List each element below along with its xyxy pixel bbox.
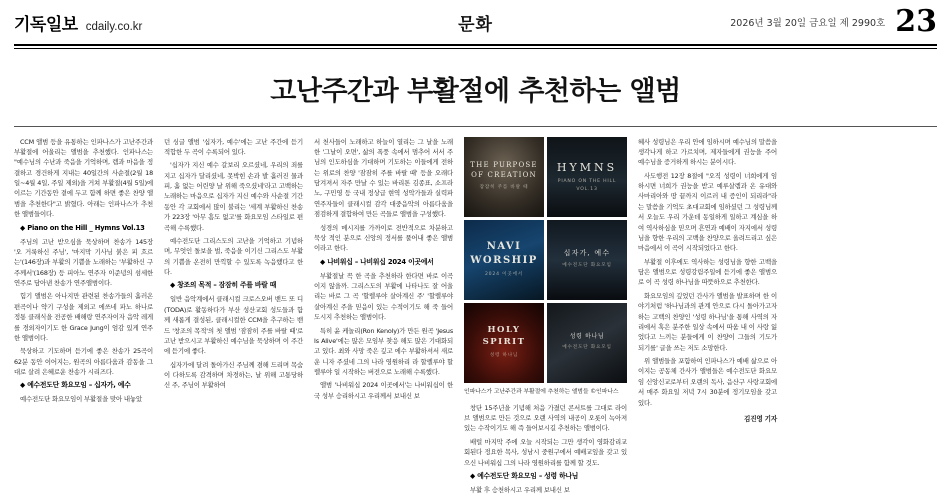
paragraph: 배럴 마지막 주에 오늘 시작되는 그만 생각이 영화감리교회된다 정요한 목사, 성남시 중원구에서 예배교잎을 갖고 있으신 나비워십 그의 나라 영원하리를 함께 할 것도. bbox=[464, 437, 627, 467]
paragraph: 일반 음악계에서 클래시컬 크로스오버 밴드 또 디(TODA)로 활동하다가 부산 성산교회 성도들과 함께 새롭게 결성된, 클래시컬한 CCM을 추구하는 밴드 '창조의 목적'의 첫 앨범 '잠잠히 주를 바랄 때'로 고난 받으시고 부활하신 예수님을 묵상하며 이 주간에 듣기에 좋다. bbox=[164, 295, 303, 356]
paragraph: 서 천사들이 노래하고 하늘이 열리는 그 날을 노래한 '그날이 오면', 삶의 폭풍 속에서 멈추어 서서 주님의 인도하심을 기대하며 기도하는 이들에게 전하는 위로의 찬양 '잠잠히 주를 바랄 때' 등을 오래다 담겨져서 자주 만날 수 있는 바리톤 김종표, 소프라노, 구민영 등 국내 정상급 현역 성악가들과 실력파 연주자들이 클래시컬 감각 대중음악의 아름다움을 점검하게 결합하여 만든 곡들로 앨범을 구성했다. bbox=[314, 137, 453, 219]
paragraph: 힘기 앨범은 아나지만 관련된 찬송가들의 흘러온 편곡이나 약기 구성을 제외고 에쓰네 파노 하나로 정통 클래식을 전공한 배해랑 연주자이자 음악 레게를 경외자이기도 한 Grace Jung이 엄감 있게 연주한 앨범이다. bbox=[14, 292, 153, 342]
album-title: HOLY SPIRIT bbox=[482, 325, 526, 348]
album-cover-cross-jesus[interactable] bbox=[547, 220, 627, 300]
publication-logo: 기독일보 bbox=[14, 14, 78, 35]
subheading-holy-spirit: ◆ 예수전도단 화요모임 – 성령 하나님 bbox=[470, 471, 579, 480]
album-cover-purpose-of-creation[interactable] bbox=[464, 137, 544, 217]
album-subtitle: 예수전도단 화요모임 bbox=[562, 345, 612, 351]
photo-caption: 인파나스가 고난주간과 부활절에 추천하는 앨범들 ©인파나스 bbox=[464, 388, 619, 395]
article-column-2 bbox=[164, 137, 303, 487]
paragraph: 부활절날 꼭 한 곡을 추천하라 한다면 바로 이곡이지 않을까. 그리스도의 부활에 나타나도 잘 어울리는 바로 그 곡 '할렐루야 살아계신 주' '할렐루야 살아계신 주을 믿음이 있는 수적이기도 해 죽 들어도시지 추천하는 앨범이다. bbox=[314, 271, 453, 322]
subheading-piano-on-the-hill: ◆ Piano on the Hill _ Hymns Vol.13 bbox=[20, 223, 145, 232]
paragraph: 혜사 성령님은 우리 안에 임하시며 예수님의 말씀을 생각나게 하고 가르치며, 제자들에게 권능을 주어 예수님을 증거하게 하시는 분이시다. bbox=[638, 137, 777, 167]
issue-date: 2026년 3월 20일 금요일 제 2990호 bbox=[730, 18, 886, 29]
article-columns bbox=[10, 135, 941, 494]
album-subtitle: 성령 하나님 bbox=[489, 353, 519, 359]
article-column-3 bbox=[314, 137, 453, 487]
masthead bbox=[10, 0, 941, 44]
album-cover-hymns[interactable] bbox=[547, 137, 627, 217]
paragraph: 부활 후 승천하시고 우리께 보내신 보 bbox=[470, 485, 570, 494]
subheading-cross-jesus: ◆ 예수전도단 화요모임 – 십자가, 예수 bbox=[20, 381, 131, 390]
paragraph: 주님의 고난 받으심을 묵상하며 찬송가 145장 '오 거룩하신 주님', '마지막 기사님 붉은 피 흐르는'(146장)과 부활의 기쁨을 노래하는 '부활하신 구주께서'(168장) 등 피아노 연주자 이준녕의 섬세한 연주로 담아낸 찬송가 연주앨범이다. bbox=[14, 237, 153, 287]
paragraph: 앨범 '나비워십 2024 이곳에서'는 나비워십이 한국 성부 승리하시고 우리께서 보내신 보 bbox=[314, 381, 453, 400]
album-subtitle: 예수전도단 화요모임 bbox=[562, 263, 612, 269]
paragraph: 위 앨범들을 포함하여 인파나스가 예배 삶으로 아이지는 공동체 간사가 앨범들은 예수전도단 화요모임 신앙신교로부터 오랜의 독사, 음산구 사랑교회에서 매주 화요일 저녁 7시 30분에 정기모임을 갖고 있다. bbox=[638, 357, 777, 407]
paragraph: CCM 앨범 등을 유통하는 인파나스가 고난주간과 부활절에 어울리는 앨범을 추천했다. 인파나스는 "예수님의 수난과 죽음을 기억하며, 렘과 마음을 정결하고 경건하게 지내는 40일간의 사순절(2월 18일~4월 4일, 주일 제외)을 거쳐 부활절(4월 5일)에 이르는 기간동안 곁에 두고 함께 하면 좋은 찬양 앨범을 추천한다"고 밝혔다. 아래는 인파나스가 추천한 앨범들이다. bbox=[14, 137, 153, 219]
album-title: 십자가, 예수 bbox=[563, 249, 611, 258]
paragraph: 부활절 이후에도 역사하는 성령님을 향한 고백을 담은 앨범으로 성령강림주일에 듣기에 좋은 앨범으로 이 곡 성령 하나님을 따뜻하으로 추천한다. bbox=[638, 257, 777, 287]
article-column-4 bbox=[464, 137, 627, 494]
paragraph: 특히 윤 케놀리(Ron Kenoly)가 만든 원곡 'Jesus Is Alive'에는 많은 모임부 찾응 해도 많은 기대화되고 있다. 최와 사망 죽은 깊고 에수 부활하셔서 새로운 니자 주셨네 그의 나라 영원하리 라 할렐루야 할렐루야 일 시작하는 버전으로 노래해 수록했다. bbox=[314, 326, 453, 376]
album-cover-grid bbox=[464, 137, 627, 383]
headline-rule bbox=[14, 126, 937, 127]
album-subtitle: PIANO ON THE HILL VOL.13 bbox=[557, 179, 617, 192]
album-title: NAVI WORSHIP bbox=[470, 241, 538, 267]
paragraph: 성경의 메시지를 가까이로 전반적으로 차분하고 묵상 적인 분으로 신앙의 정서를 풀어내 좋은 앨범이라고 한다. bbox=[314, 223, 453, 253]
paragraph: 사도행전 12장 8절에 "오직 성령이 너희에게 임하시면 너희가 권능을 받고 예루살렘과 온 유대와 사마리아와 땅 끝까지 이르러 내 증인이 되리라"라는 말씀을 기억도 초대교회에 임하셨던 그 성령님께서 오늘도 우리 가운데 동일하게 일하고 계심을 하여 역사하심을 믿으며 흔연과 예배이 자지에서 성령님을 향한 우리의 고백을 찬양으로 올려드리고 싶은 마음에서 이 곡이 시작되었다고 한다. bbox=[638, 171, 777, 253]
paragraph: 창단 15주년을 기념해 처음 가졌던 콘서트를 그대로 라이브 앨범으로 만든 것으로 오랜 사역의 내공이 오롯이 녹아져 있는 수작이기도 해 즉 들어보시길 추천하는 앨범이다. bbox=[464, 403, 627, 433]
paragraph: '십자가 지신 예수 갈보리 오르셨네, 우리의 죄를 지고 십자가 달리셨네, 못박힌 손과 발 흘러진 물과 피, 흘 없는 어린양 날 위해 죽으셨네'라고 고백하는 노래하는 마음으로 십자가 지신 예수와 사순절 기간동안 각 교회에서 많이 불리는 '세계 부활하신 찬송가 223장 '아무 흠도 없고'를 화요모임 스타일로 편곡해 수록했다. bbox=[164, 161, 303, 232]
album-subtitle: 잠잠히 주를 바랄 때 bbox=[479, 185, 529, 191]
paragraph: 예수전도단 그리스도의 고난을 기억하고 기념하며, 무엇인 돌보을 벌, 죽음을 이기신 그리스도 부활의 기쁨을 온전히 만끽할 수 있도록 녹음했다고 한다. bbox=[164, 236, 303, 276]
album-cover-holy-spirit[interactable] bbox=[464, 303, 544, 383]
paragraph: 십자가에 달려 돌아가신 주님께 겸해 드리며 목숨이 다하도록 감격하며 차경하는, 날 위해 고통당하신 주, 주님이 부활하여 bbox=[164, 360, 303, 390]
paragraph: 묵상하고 기도하며 듣기에 좋은 찬송가 25곡이 62분 동안 이어지는, 원곡의 아름다움과 감동을 그대로 살려 은혜로운 찬송가 시리즈다. bbox=[14, 347, 153, 376]
album-subtitle: 2024 이곳에서 bbox=[484, 272, 524, 278]
album-cover-holy-spirit-korean[interactable] bbox=[547, 303, 627, 383]
article-headline: 고난주간과 부활절에 추천하는 앨범 bbox=[270, 75, 681, 107]
subheading-purpose-of-creation: ◆ 창조의 목적 – 잠잠히 주를 바랄 때 bbox=[170, 281, 277, 290]
album-title: THE PURPOSE OF CREATION bbox=[470, 161, 538, 180]
article-column-5 bbox=[638, 137, 777, 487]
subheading-navi-worship: ◆ 나비워십 – 나비워십 2024 이곳에서 bbox=[320, 257, 434, 266]
article-column-4-body bbox=[464, 403, 627, 498]
album-title: HYMNS bbox=[556, 160, 618, 174]
article-column-1 bbox=[14, 137, 153, 487]
byline: 김진영 기자 bbox=[744, 414, 777, 423]
album-title: 성령 하나님 bbox=[569, 333, 605, 341]
page-number: 23 bbox=[895, 4, 937, 39]
paragraph: 화요모임의 깊었던 간사가 앨범을 발표하며 한 이야기처럼 '하나님과의 관계 안으로 다시 돌아가고자 하는 고백의 찬양인 '성령 하나님'을 통해 사역의 자리에서 혹은 분주한 일상 속에서 따움 내 이 사랑 잃었다고 느끼는 분들에게 이 찬양이 그들의 기도가 되기를' 글을 쓰는 저도 소망한다. bbox=[638, 291, 777, 352]
masthead-rule-thick bbox=[14, 44, 937, 46]
paragraph: 던 싱글 앨범 '십자가, 예수'에는 고난 주간에 듣기 적합한 두 곡이 수록되어 있다. bbox=[164, 137, 303, 156]
publication-url[interactable]: cdaily.co.kr bbox=[85, 20, 143, 33]
album-cover-navi-worship[interactable] bbox=[464, 220, 544, 300]
paragraph: 예수전도단 화요모임이 부활절을 맞아 내놓았 bbox=[20, 395, 142, 404]
section-title: 문화 bbox=[458, 14, 493, 35]
